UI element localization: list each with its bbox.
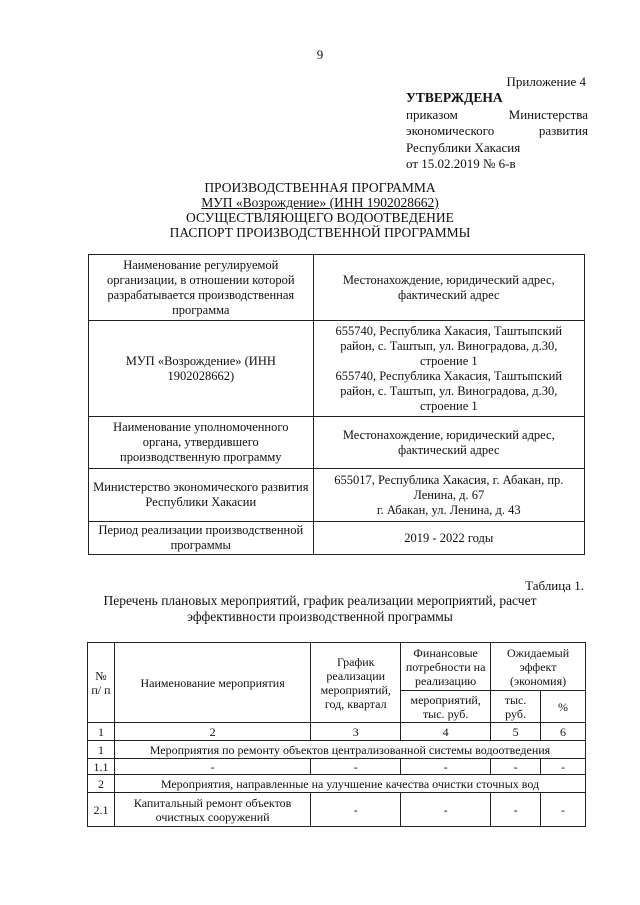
colnum-2: 2 <box>114 723 310 741</box>
header-name: Наименование мероприятия <box>114 643 310 723</box>
row-1-1-num: 1.1 <box>88 759 115 775</box>
table-row-2-1 <box>88 793 586 827</box>
header-num: № п/ п <box>88 643 115 723</box>
column-numbers-row <box>88 723 586 741</box>
passport-row-3 <box>89 417 585 469</box>
passport-r1-left: Наименование регулируемой организации, в отношении которой разрабатывается производственная программа <box>89 255 314 321</box>
colnum-6: 6 <box>541 723 586 741</box>
table-title-line-1: Перечень плановых мероприятий, график реализации мероприятий, расчет <box>103 593 537 608</box>
passport-row-5 <box>89 522 585 555</box>
colnum-1: 1 <box>88 723 115 741</box>
approval-title: УТВЕРЖДЕНА <box>406 90 503 105</box>
page-number: 9 <box>316 47 324 62</box>
passport-r2-right <box>313 321 584 417</box>
row-2-1-finance: - <box>401 793 491 827</box>
header-effect-rub: тыс. руб. <box>491 691 541 723</box>
row-1-1-effect-pct: - <box>541 759 586 775</box>
section-2-num: 2 <box>88 775 115 793</box>
header-effect-pct: % <box>541 691 586 723</box>
table-title <box>0 593 640 625</box>
approval-line-4: от 15.02.2019 № 6-в <box>406 156 516 171</box>
row-1-1-effect-rub: - <box>491 759 541 775</box>
passport-row-2 <box>89 321 585 417</box>
passport-r4-right <box>313 469 584 522</box>
passport-r5-right: 2019 - 2022 годы <box>313 522 584 555</box>
section-row-1 <box>88 741 586 759</box>
row-2-1-num: 2.1 <box>88 793 115 827</box>
document-heading <box>0 180 640 240</box>
passport-row-4 <box>89 469 585 522</box>
approval-line-1 <box>406 107 588 124</box>
approval-line-2-left: экономического <box>406 123 495 138</box>
passport-r3-left: Наименование уполномоченного органа, утвердившего производственную программу <box>89 417 314 469</box>
section-1-num: 1 <box>88 741 115 759</box>
approval-block <box>406 90 588 173</box>
colnum-5: 5 <box>491 723 541 741</box>
row-2-1-schedule: - <box>311 793 401 827</box>
heading-line-3: ОСУЩЕСТВЛЯЮЩЕГО ВОДООТВЕДЕНИЕ <box>186 210 454 225</box>
approval-line-3: Республики Хакасия <box>406 139 521 155</box>
colnum-4: 4 <box>401 723 491 741</box>
approval-line-2 <box>406 123 588 140</box>
heading-line-1: ПРОИЗВОДСТВЕННАЯ ПРОГРАММА <box>204 180 436 195</box>
row-1-1-name: - <box>114 759 310 775</box>
approval-line-2-right: развития <box>538 123 588 138</box>
table-title-line-2: эффективности производственной программы <box>187 609 453 624</box>
heading-line-4: ПАСПОРТ ПРОИЗВОДСТВЕННОЙ ПРОГРАММЫ <box>169 225 471 240</box>
header-finance-sub: мероприятий, тыс. руб. <box>401 691 491 723</box>
header-schedule: График реализации мероприятий, год, квартал <box>311 643 401 723</box>
passport-r1-right: Местонахождение, юридический адрес, фактический адрес <box>313 255 584 321</box>
header-row-1 <box>88 643 586 691</box>
row-1-1-finance: - <box>401 759 491 775</box>
section-1-title: Мероприятия по ремонту объектов централизованной системы водоотведения <box>114 741 585 759</box>
passport-r4-right-a: 655017, Республика Хакасия, г. Абакан, пр. Ленина, д. 67 <box>334 472 564 502</box>
section-row-2 <box>88 775 586 793</box>
passport-r4-left: Министерство экономического развития Республики Хакасии <box>89 469 314 522</box>
section-2-title: Мероприятия, направленные на улучшение качества очистки сточных вод <box>114 775 585 793</box>
appendix-label: Приложение 4 <box>506 74 586 89</box>
passport-r2-left: МУП «Возрождение» (ИНН 1902028662) <box>89 321 314 417</box>
header-finance: Финансовые потребности на реализацию <box>401 643 491 691</box>
header-effect: Ожидаемый эффект (экономия) <box>491 643 586 691</box>
passport-r2-right-b: 655740, Республика Хакасия, Таштыпский район, с. Таштып, ул. Виноградова, д.30, строение 1 <box>335 368 563 413</box>
passport-r5-left: Период реализации производственной программы <box>89 522 314 555</box>
row-2-1-name: Капитальный ремонт объектов очистных сооружений <box>114 793 310 827</box>
table-row-1-1 <box>88 759 586 775</box>
passport-table <box>88 254 585 555</box>
passport-r2-right-a: 655740, Республика Хакасия, Таштыпский район, с. Таштып, ул. Виноградова, д.30, строение 1 <box>335 323 563 368</box>
row-1-1-schedule: - <box>311 759 401 775</box>
approval-line-1-left: приказом <box>406 106 458 122</box>
passport-r4-right-b: г. Абакан, ул. Ленина, д. 43 <box>376 502 521 517</box>
approval-line-1-right: Министерства <box>508 106 588 122</box>
measures-table <box>87 642 586 827</box>
passport-row-1 <box>89 255 585 321</box>
passport-r3-right: Местонахождение, юридический адрес, фактический адрес <box>313 417 584 469</box>
table-label: Таблица 1. <box>525 578 584 593</box>
row-2-1-effect-pct: - <box>541 793 586 827</box>
heading-line-2: МУП «Возрождение» (ИНН 1902028662) <box>201 195 439 210</box>
colnum-3: 3 <box>311 723 401 741</box>
row-2-1-effect-rub: - <box>491 793 541 827</box>
